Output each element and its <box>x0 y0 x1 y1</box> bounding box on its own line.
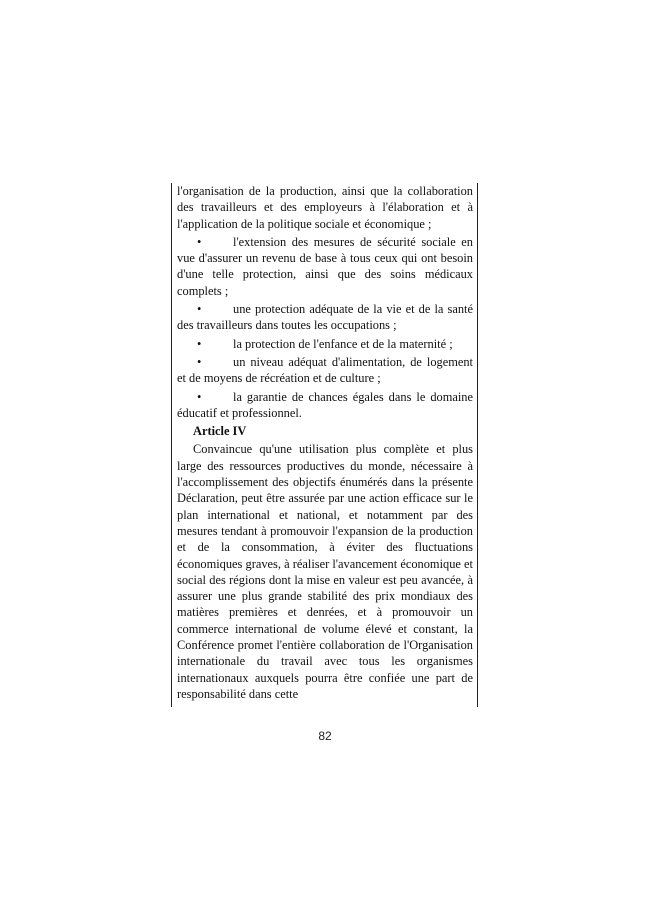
intro-paragraph: l'organisation de la production, ainsi que la collaboration des travailleurs et des employeurs à l'élaboration et à l'application de la politique sociale et économique ; <box>177 184 473 231</box>
bullet-item <box>177 353 473 387</box>
bullet-symbol: • <box>197 234 202 249</box>
bullet-text: un niveau adéquat d'alimentation, de logement et de moyens de récréation et de culture ; <box>177 354 473 386</box>
article-paragraph: Convaincue qu'une utilisation plus complète et plus large des ressources productives du monde, nécessaire à l'accomplissement des objectifs énumérés dans la présente Déclaration, peut être assurée par une action efficace sur le plan international et national, et notamment par des mesures tendant à promouvoir l'expansion de la production et de la consommation, à éviter des fluctuations économiques graves, à réaliser l'avancement économique et social des régions dont la mise en valeur est peu avancée, à assurer une plus grande stabilité des prix mondiaux des matières premières et denrées, et à promouvoir un commerce international de volume élevé et constant, la Conférence promet l'entière collaboration de l'Organisation internationale du travail avec tous les organismes internationaux auxquels pourra être confiée une part de responsabilité dans cette <box>177 442 473 701</box>
bullet-symbol: • <box>197 302 202 317</box>
page-number: 82 <box>318 729 332 743</box>
text-column <box>171 183 478 707</box>
bullet-symbol: • <box>197 354 202 369</box>
article-heading: Article IV <box>193 424 247 439</box>
bullet-text: la garantie de chances égales dans le domaine éducatif et professionnel. <box>177 389 473 420</box>
bullet-item <box>177 233 473 299</box>
bullet-item <box>177 300 473 334</box>
bullet-text: une protection adéquate de la vie et de la santé des travailleurs dans toutes les occupations ; <box>177 302 473 333</box>
bullet-text: la protection de l'enfance et de la maternité ; <box>233 336 453 351</box>
bullet-text: l'extension des mesures de sécurité sociale en vue d'assurer un revenu de base à tous ceux qui ont besoin d'une telle protection, ainsi que des soins médicaux complets ; <box>177 234 473 298</box>
bullet-item <box>177 335 473 352</box>
bullet-symbol: • <box>197 336 202 351</box>
bullet-symbol: • <box>197 389 202 404</box>
bullet-item <box>177 388 473 422</box>
